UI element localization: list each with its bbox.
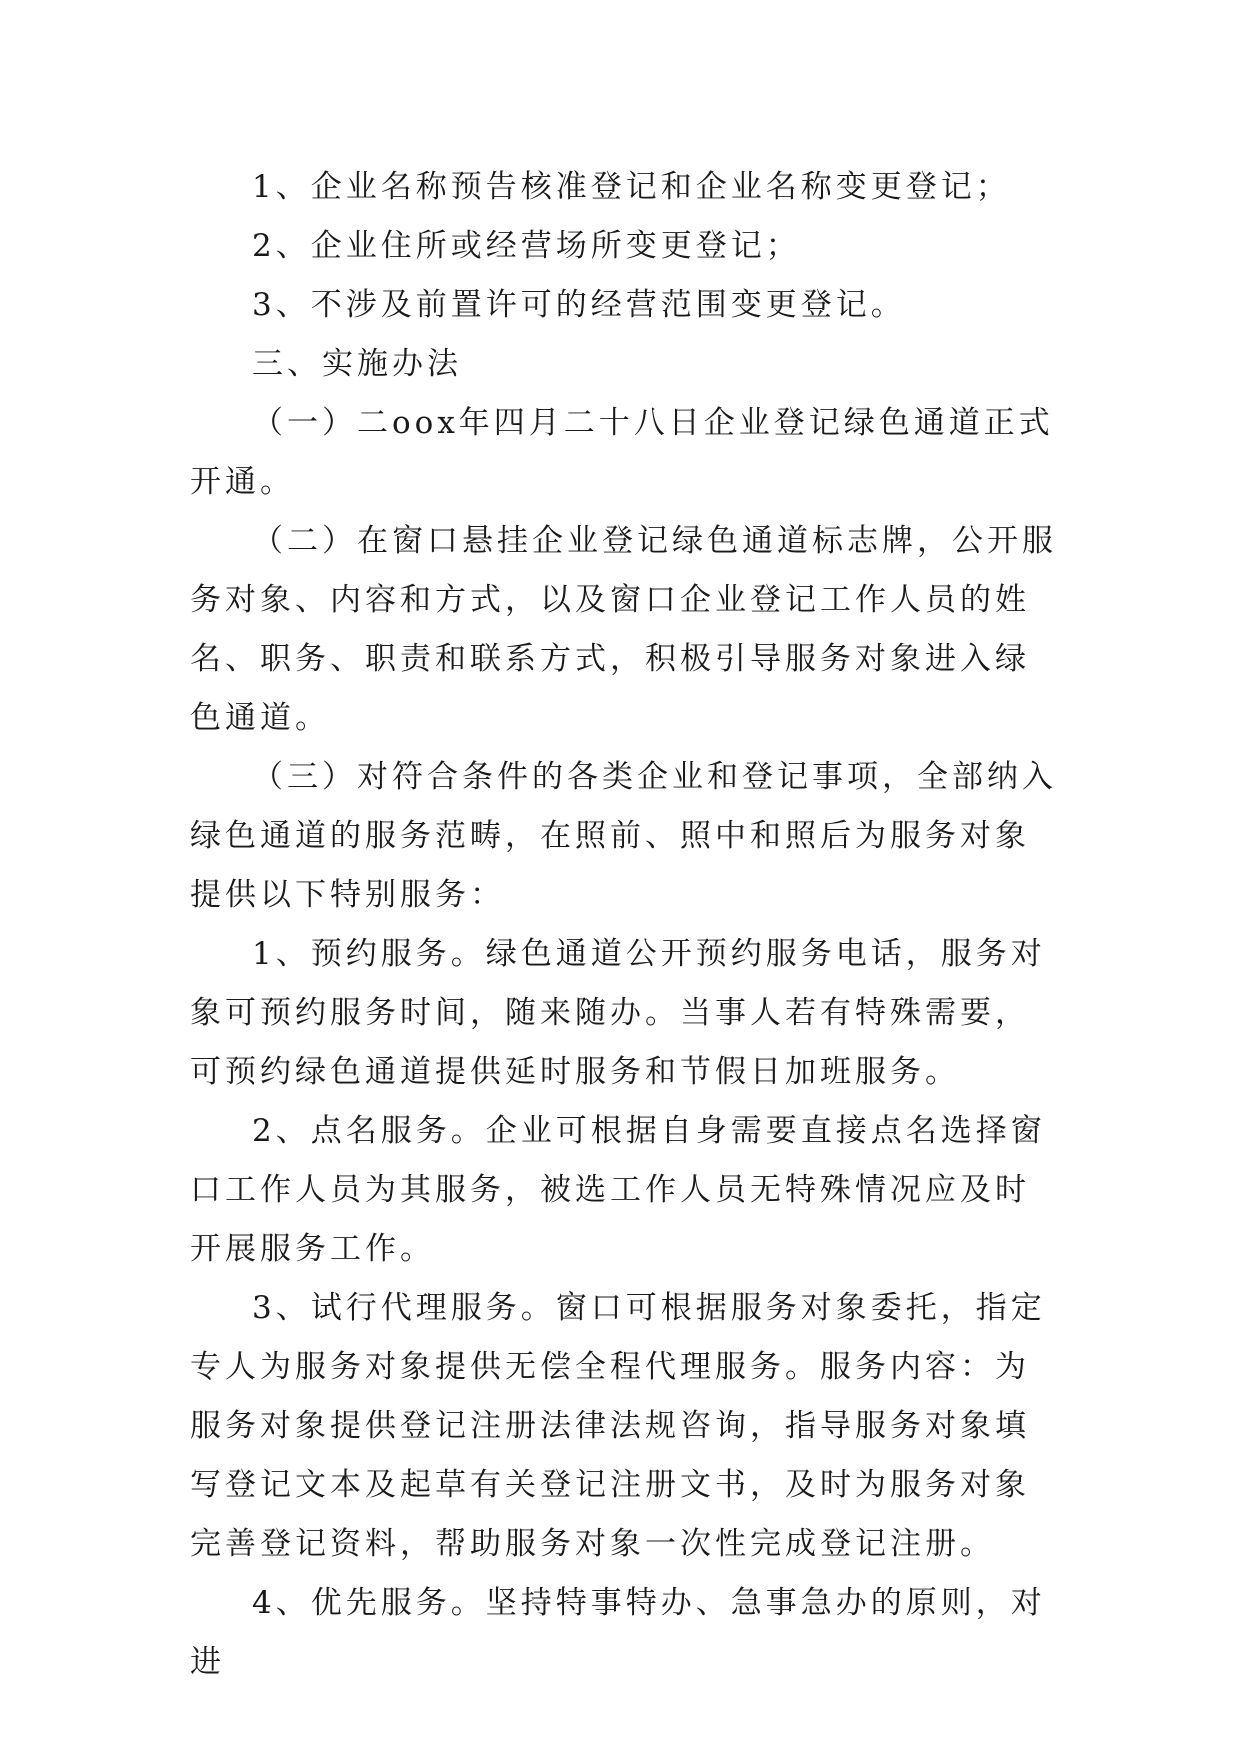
section-heading: 三、实施办法 [252, 346, 462, 382]
paragraph-sub-1: （一）二oox年四月二十八日企业登记绿色通道正式开通。 [190, 405, 1054, 500]
paragraph-item-1: 1、企业名称预告核准登记和企业名称变更登记； [252, 169, 1011, 205]
document-body [190, 158, 1058, 1692]
paragraph-service-2: 2、点名服务。企业可根据自身需要直接点名选择窗口工作人员为其服务，被选工作人员无特殊情况应及时开展服务工作。 [190, 1113, 1046, 1267]
paragraph-sub-2: （二）在窗口悬挂企业登记绿色通道标志牌，公开服务对象、内容和方式，以及窗口企业登记工作人员的姓名、职务、职责和联系方式，积极引导服务对象进入绿色通道。 [190, 523, 1057, 736]
paragraph-service-3: 3、试行代理服务。窗口可根据服务对象委托，指定专人为服务对象提供无偿全程代理服务。服务内容：为服务对象提供登记注册法律法规咨询，指导服务对象填写登记文本及起草有关登记注册文书，及时为服务对象完善登记资料，帮助服务对象一次性完成登记注册。 [190, 1290, 1046, 1562]
paragraph-service-4: 4、优先服务。坚持特事特办、急事急办的原则，对进 [190, 1585, 1046, 1680]
paragraph-item-3: 3、不涉及前置许可的经营范围变更登记。 [252, 287, 906, 323]
paragraph-sub-3: （三）对符合条件的各类企业和登记事项，全部纳入绿色通道的服务范畴，在照前、照中和照后为服务对象提供以下特别服务： [190, 759, 1057, 913]
paragraph-service-1: 1、预约服务。绿色通道公开预约服务电话，服务对象可预约服务时间，随来随办。当事人若有特殊需要，可预约绿色通道提供延时服务和节假日加班服务。 [190, 936, 1046, 1090]
paragraph-item-2: 2、企业住所或经营场所变更登记； [252, 228, 801, 264]
